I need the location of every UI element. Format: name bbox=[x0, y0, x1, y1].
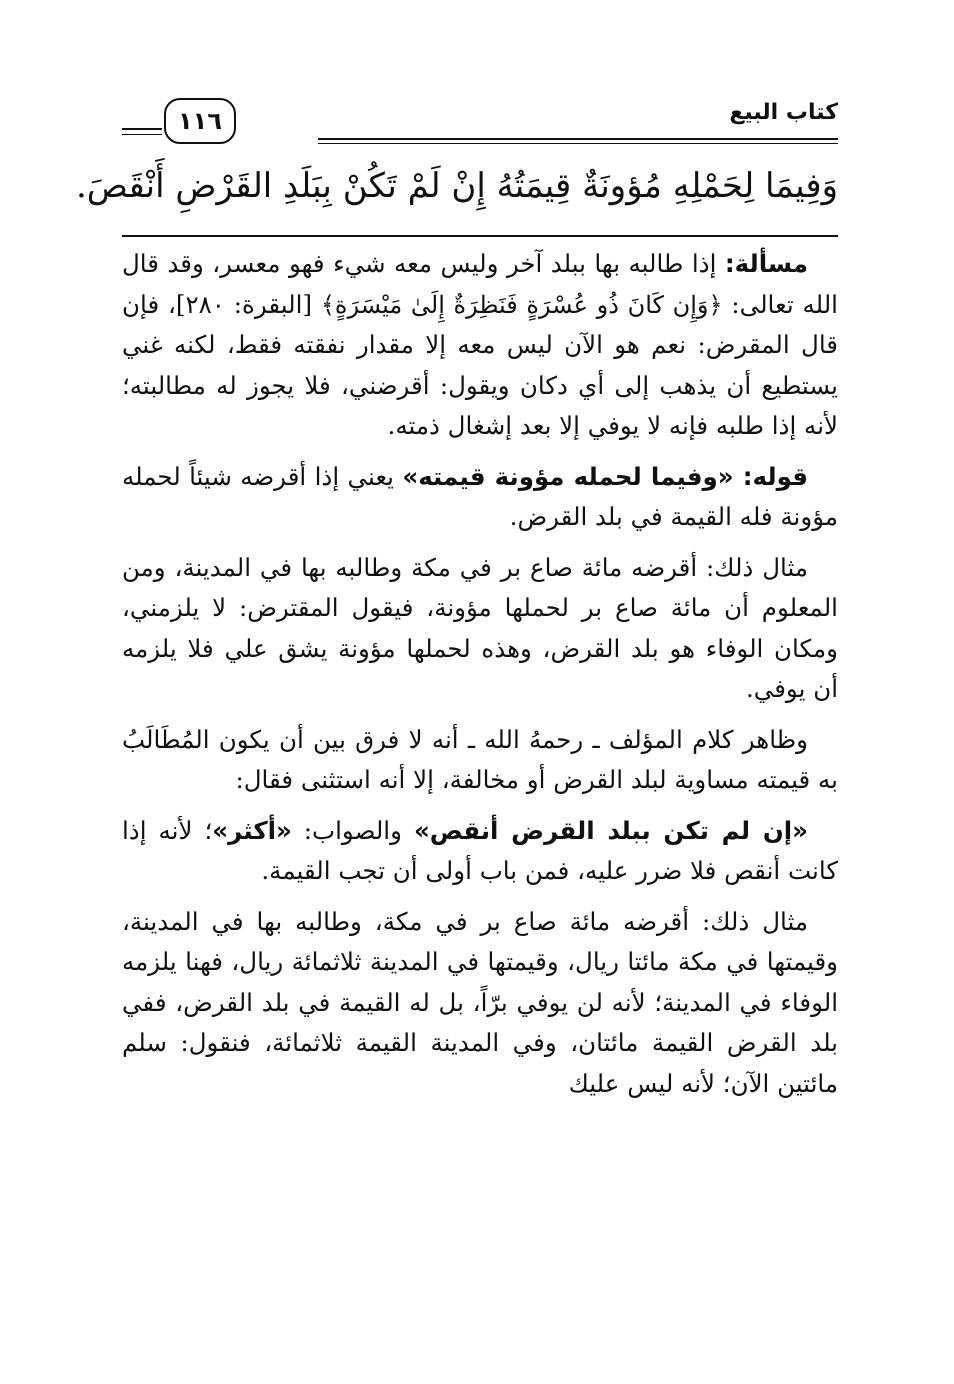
correction-word: «أكثر» bbox=[212, 815, 292, 845]
page-number: ١١٦ bbox=[164, 98, 236, 144]
paragraph-example-2: مثال ذلك: أقرضه مائة صاع بر في مكة، وطالبه بها في المدينة، وقيمتها في مكة مائتا ريال، وقيمتها في المدينة ثلاثمائة ريال، فهنا يلزمه الوفاء في المدينة؛ لأنه لن يوفي برّاً، بل له القيمة في بلد القرض، ففي بلد القرض القيمة مائتان، وفي المدينة القيمة ثلاثمائة، فنقول: سلم مائتين الآن؛ لأنه ليس عليك bbox=[122, 906, 838, 1098]
paragraph-masala bbox=[122, 244, 838, 447]
paragraph-example-1: مثال ذلك: أقرضه مائة صاع بر في مكة وطالبه بها في المدينة، ومن المعلوم أن مائة صاع بر لحملها مؤونة، فيقول المقترض: لا يلزمني، ومكان الوفاء هو بلد القرض، وهذه لحملها مؤونة يشق علي فلا يلزمه أن يوفي. bbox=[122, 552, 838, 703]
book-title: كتاب البيع bbox=[729, 100, 838, 125]
matn-text: وَفِيمَا لِحَمْلِهِ مُؤونَةٌ قِيمَتُهُ إِنْ لَمْ تَكُنْ بِبَلَدِ القَرْضِ أَنْقَصَ. bbox=[76, 166, 838, 206]
matn-quote: «وفيما لحمله مؤونة قيمته» bbox=[402, 461, 743, 491]
paragraph-qawluhu bbox=[122, 457, 838, 538]
paragraph-text: [البقرة: ٢٨٠]، فإن قال المقرض: نعم هو الآن ليس معه إلا مقدار نفقته فقط، لكنه غني يستطيع أن يذهب إلى أي دكان ويقول: أقرضني، فلا يجوز له مطالبته؛ لأنه إذا طلبه فإنه لا يوفي إلا بعد إشغال ذمته. bbox=[122, 289, 838, 440]
header-rule-thin bbox=[318, 143, 838, 144]
page-header bbox=[122, 90, 838, 150]
header-rule-left bbox=[122, 128, 162, 130]
paragraph-text: والصواب: bbox=[291, 815, 414, 845]
section-divider bbox=[122, 235, 838, 237]
commentary bbox=[122, 244, 838, 1114]
paragraph-text: إذا طالبه بها ببلد آخر وليس معه شيء فهو معسر، وقد قال الله تعالى: bbox=[122, 249, 838, 319]
header-rule-left-thin bbox=[122, 134, 162, 135]
matn-quote: «إن لم تكن ببلد القرض أنقص» bbox=[413, 815, 808, 845]
paragraph-text: ؛ لأنه إذا كانت أنقص فلا ضرر عليه، فمن باب أولى أن تجب القيمة. bbox=[122, 815, 838, 885]
quran-verse: ﴿وَإِن كَانَ ذُو عُسْرَةٍ فَنَظِرَةٌ إِلَىٰ مَيْسَرَةٍ﴾ bbox=[320, 290, 723, 319]
paragraph-text: يعني إذا أقرضه شيئاً لحمله مؤونة فله القيمة في بلد القرض. bbox=[122, 461, 838, 531]
lead-word: قوله: bbox=[742, 461, 808, 491]
lead-word: مسألة: bbox=[724, 249, 808, 278]
paragraph-author-view: وظاهر كلام المؤلف ـ رحمهُ الله ـ أنه لا فرق بين أن يكون المُطَالَبُ به قيمته مساوية لبلد القرض أو مخالفة، إلا أنه استثنى فقال: bbox=[122, 724, 838, 794]
paragraph-correction bbox=[122, 811, 838, 892]
header-rule bbox=[318, 138, 838, 140]
